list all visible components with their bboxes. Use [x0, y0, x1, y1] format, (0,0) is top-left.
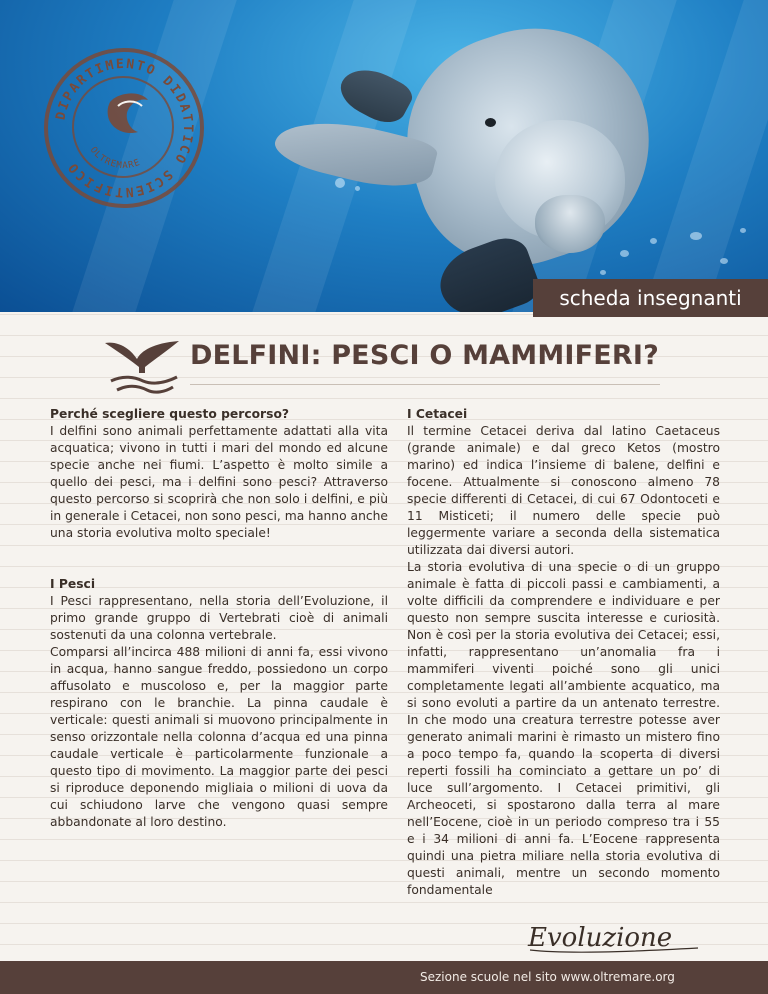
- section-heading-cetaceans: I Cetacei: [407, 407, 468, 421]
- dolphin-eye: [485, 118, 496, 127]
- stamp-logo: [44, 48, 204, 208]
- title-divider: [190, 384, 660, 385]
- footer-bar: [0, 961, 768, 994]
- paragraph-fish-intro: I Pesci rappresentano, nella storia dell’Evoluzione, il primo grande gruppo di Vertebrati cioè di animali sostenuti da una colonna vertebrale.: [50, 594, 388, 642]
- left-column: [50, 406, 388, 831]
- paragraph-fish-details: Comparsi all’incirca 488 milioni di anni fa, essi vivono in acqua, hanno sangue freddo, possiedono un corpo affusolato e muscoloso e, per la maggior parte respirano con le branchie. La pinna caudale è verticale: questi animali si muovono principalmente in senso orizzontale nella colonna d’acqua ed una pinna caudale verticale è particolarmente funzionale a questo tipo di movimento. La maggior parte dei pesci si riproduce deponendo migliaia o milioni di uova da cui schiudono larve che vengono quasi sempre abbandonate al loro destino.: [50, 645, 388, 829]
- paragraph-cetaceans-intro: Il termine Cetacei deriva dal latino Caetaceus (grande animale) e dal greco Ketos (mostro marino) ed indica l’insieme di balene, delfini e focene. Attualmente si conoscono almeno 78 specie differenti di Cetacei, di cui 67 Odontoceti e 11 Misticeti; il numero delle specie può leggermente variare a seconda della sistematica utilizzata dai diversi autori.: [407, 424, 720, 557]
- whale-tail-icon: [103, 337, 181, 395]
- signature-text: Evoluzione: [528, 923, 673, 953]
- stamp-outer-text: DIPARTIMENTO DIDATTICO SCIENTIFICO: [53, 56, 196, 200]
- teacher-sheet-banner: scheda insegnanti: [533, 279, 768, 317]
- paragraph-why: I delfini sono animali perfettamente adattati alla vita acquatica; vivono in tutti i mari del mondo ed alcune specie anche nei fiumi. L’aspetto è molto simile a quello dei pesci, ma i delfini sono pesci? Attraverso questo percorso si scoprirà che non solo i delfini, e più in generale i Cetacei, non sono pesci, ma hanno anche una storia evolutiva molto speciale!: [50, 424, 388, 540]
- page-title: DELFINI: PESCI O MAMMIFERI?: [190, 340, 660, 371]
- footer-text: Sezione scuole nel sito www.oltremare.org: [420, 970, 675, 984]
- paragraph-cetaceans-evolution: La storia evolutiva di una specie o di un gruppo animale è fatta di piccoli passi e cambiamenti, a volte difficili da comprendere e individuare e per questo non sempre suscita interesse e curiosità. Non è così per la storia evolutiva dei Cetacei; essi, infatti, rappresentano un’anomalia fra i mammiferi viventi poiché sono gli unici completamente legati all’ambiente acquatico, ma si sono evoluti a partire da un antenato terrestre. In che modo una creatura terrestre potesse aver generato animali marini è rimasto un mistero fino a poco tempo fa, quando la scoperta di diversi reperti fossili ha cominciato a gettare un po’ di luce sull’argomento. I Cetacei primitivi, gli Archeoceti, si spostarono dalla terra al mare nell’Eocene, cioè in un periodo compreso tra i 55 e i 34 milioni di anni fa. L’Eocene rappresenta quindi una pietra miliare nella storia evolutiva di questi animali, mentre un secondo momento fondamentale: [407, 560, 720, 897]
- section-heading-why: Perché scegliere questo percorso?: [50, 407, 290, 421]
- right-column: [407, 406, 720, 899]
- evolution-signature: [526, 918, 706, 958]
- dolphin-snout: [535, 195, 605, 253]
- stamp-inner-text: OLTREMARE: [87, 145, 143, 172]
- section-heading-fish: I Pesci: [50, 577, 96, 591]
